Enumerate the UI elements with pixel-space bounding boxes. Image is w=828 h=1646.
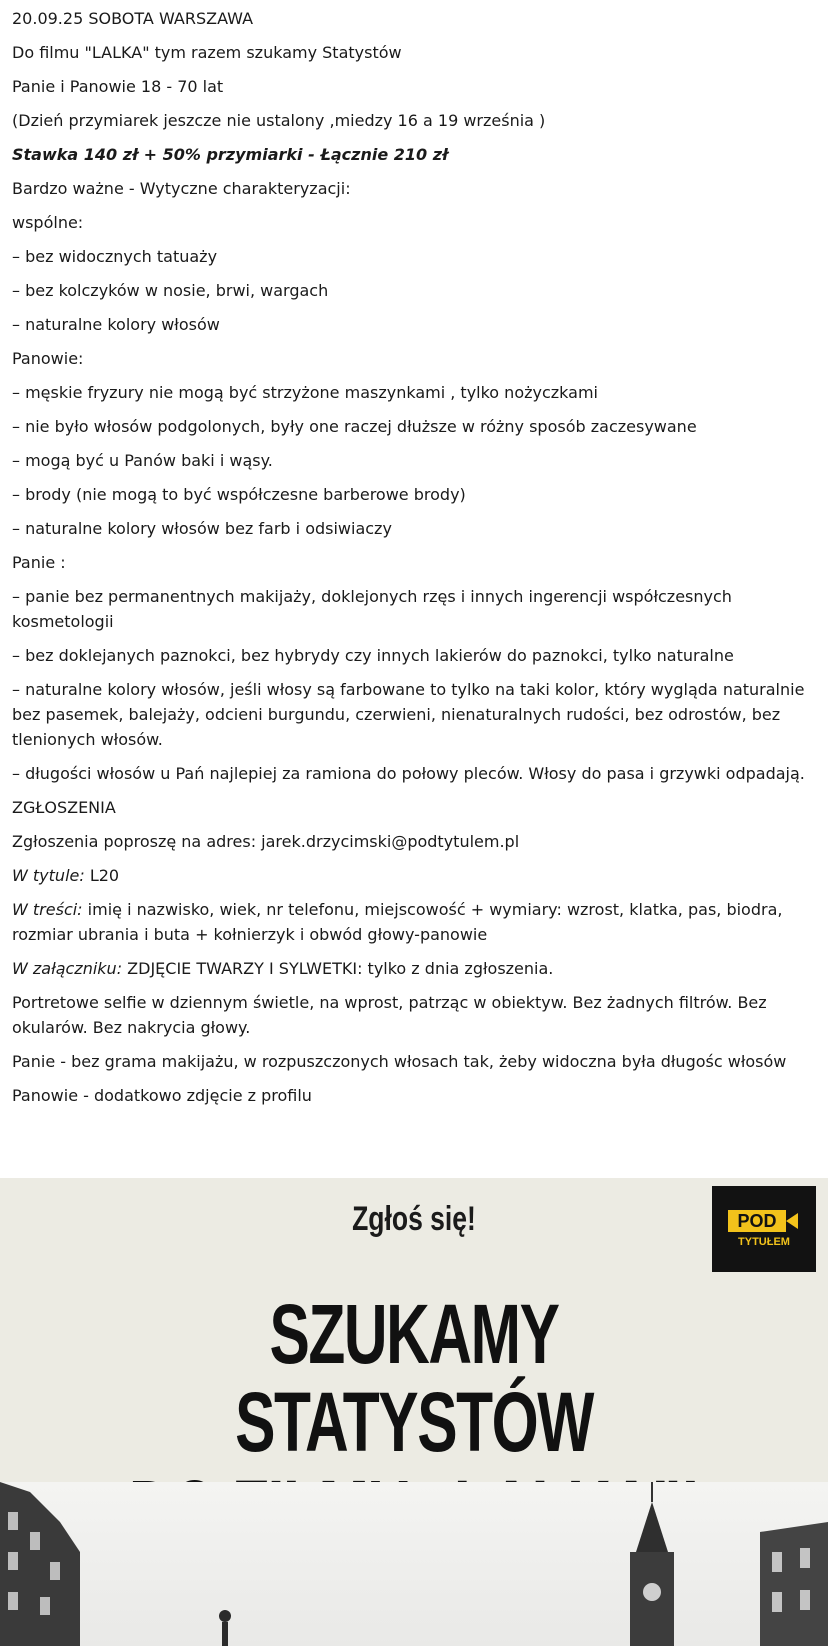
content-line (12, 897, 816, 947)
content-label: W treści: (12, 900, 83, 919)
post-rate: Stawka 140 zł + 50% przymiarki - Łącznie 210 zł (12, 145, 449, 164)
post-age-range: Panie i Panowie 18 - 70 lat (12, 77, 224, 96)
post-date-location: 20.09.25 SOBOTA WARSZAWA (12, 9, 254, 28)
attachment-label: W załączniku: (12, 959, 123, 978)
list-item: – bez widocznych tatuaży (12, 247, 218, 266)
common-title: wspólne: (12, 213, 84, 232)
portrait-instructions: Portretowe selfie w dziennym świetle, na wprost, patrząc w obiektyw. Bez żadnych filtrów. Bez okularów. Bez nakrycia głowy. (12, 993, 767, 1037)
headline-line-1: SZUKAMY STATYSTÓW (235, 1287, 593, 1469)
applications-prefix: Zgłoszenia poproszę na adres: (12, 832, 262, 851)
logo-sub-text: TYTUŁEM (738, 1236, 790, 1248)
men-title: Panowie: (12, 349, 84, 368)
attachment-line (12, 956, 816, 981)
camera-icon (786, 1213, 798, 1229)
list-item: – mogą być u Panów baki i wąsy. (12, 451, 273, 470)
list-item: – męskie fryzury nie mogą być strzyżone maszynkami , tylko nożyczkami (12, 383, 598, 402)
attachment-value: ZDJĘCIE TWARZY I SYLWETKI: tylko z dnia zgłoszenia. (122, 959, 554, 978)
content-value: imię i nazwisko, wiek, nr telefonu, miejscowość + wymiary: wzrost, klatka, pas, biodra, rozmiar ubrania i buta + kołnierzyk i obwód głowy-panowie (12, 900, 783, 944)
list-item: – naturalne kolory włosów bez farb i odsiwiaczy (12, 519, 392, 538)
list-item: – naturalne kolory włosów, jeśli włosy są farbowane to tylko na taki kolor, który wygląda naturalnie bez pasemek, balejaży, odcieni burgundu, czerwieni, nienaturalnych rudości, bez odrostów, bez tlenionych włosów. (12, 680, 805, 749)
warsaw-castle-square-photo (0, 1482, 828, 1646)
women-note: Panie - bez grama makijażu, w rozpuszczonych włosach tak, żeby widoczna była długośc włosów (12, 1052, 787, 1071)
post-intro: Do filmu "LALKA" tym razem szukamy Statystów (12, 43, 402, 62)
list-item: – brody (nie mogą to być współczesne barberowe brody) (12, 485, 466, 504)
post-fitting-info: (Dzień przymiarek jeszcze nie ustalony ,miedzy 16 a 19 września ) (12, 111, 546, 130)
cityscape-image (0, 1482, 828, 1646)
list-item: – długości włosów u Pań najlepiej za ramiona do połowy pleców. Włosy do pasa i grzywki odpadają. (12, 764, 805, 783)
list-item: – bez kolczyków w nosie, brwi, wargach (12, 281, 329, 300)
email-link[interactable]: jarek.drzycimski@podtytulem.pl (261, 832, 520, 851)
applications-email-line (12, 829, 816, 854)
subject-label: W tytule: (12, 866, 85, 885)
list-item: – panie bez permanentnych makijaży, doklejonych rzęs i innych ingerencji współczesnych kosmetologii (12, 587, 732, 631)
subject-line (12, 863, 816, 888)
list-item: – naturalne kolory włosów (12, 315, 220, 334)
cta-text: Zgłoś się! (352, 1200, 476, 1238)
subject-value: L20 (84, 866, 120, 885)
men-note: Panowie - dodatkowo zdjęcie z profilu (12, 1086, 312, 1105)
list-item: – bez doklejanych paznokci, bez hybrydy czy innych lakierów do paznokci, tylko naturalne (12, 646, 734, 665)
logo-main-text: POD (728, 1210, 786, 1232)
applications-title: ZGŁOSZENIA (12, 798, 116, 817)
casting-banner[interactable] (0, 1178, 828, 1646)
post-important: Bardzo ważne - Wytyczne charakteryzacji: (12, 179, 351, 198)
podtytulem-logo (712, 1186, 816, 1272)
women-title: Panie : (12, 553, 66, 572)
list-item: – nie było włosów podgolonych, były one raczej dłuższe w różny sposób zaczesywane (12, 417, 697, 436)
